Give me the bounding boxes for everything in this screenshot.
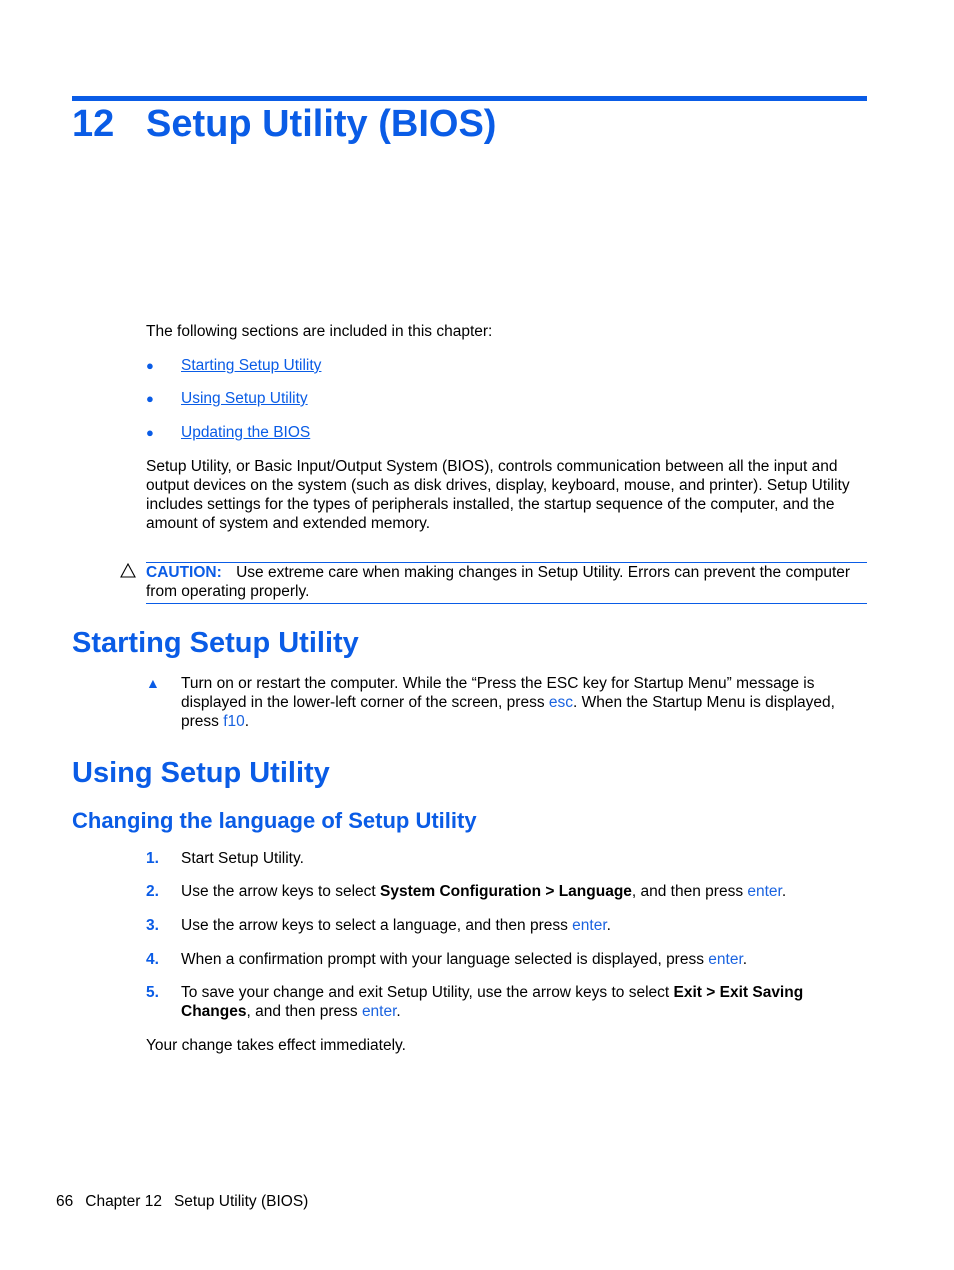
toc-item bbox=[146, 356, 321, 375]
startup-step-text: Turn on or restart the computer. While the “Press the ESC key for Startup Menu” message is displayed in the lower-left corner of the screen, press bbox=[181, 675, 815, 711]
caution-label: CAUTION: bbox=[146, 564, 222, 581]
startup-step-text: . bbox=[244, 713, 250, 730]
key-enter: enter bbox=[747, 883, 782, 900]
menu-path: Exit > Exit Saving Changes bbox=[181, 984, 804, 1020]
step-text-part: Use the arrow keys to select a language, and then press bbox=[181, 917, 573, 934]
caution-text: Use extreme care when making changes in Setup Utility. Errors can prevent the computer from operating properly. bbox=[146, 564, 851, 600]
key-enter: enter bbox=[708, 951, 743, 968]
key-f10: f10 bbox=[223, 713, 245, 730]
heading-starting-setup-utility: Starting Setup Utility bbox=[72, 627, 359, 659]
subheading-changing-language: Changing the language of Setup Utility bbox=[72, 808, 477, 833]
startup-step bbox=[181, 674, 867, 731]
step-text bbox=[181, 916, 867, 935]
step-text-part: , and then press bbox=[246, 1003, 362, 1020]
step-text-part: . bbox=[606, 917, 611, 934]
chapter-heading bbox=[72, 100, 496, 148]
footer-chapter: Chapter 12 bbox=[85, 1193, 162, 1210]
toc-item bbox=[146, 423, 310, 442]
step-text bbox=[181, 882, 867, 901]
bullet-icon: ● bbox=[146, 425, 154, 440]
bullet-icon: ● bbox=[146, 358, 154, 373]
step-number: 3. bbox=[146, 917, 159, 934]
step-text-part: To save your change and exit Setup Utility, use the arrow keys to select bbox=[181, 984, 674, 1001]
step-text-part: . bbox=[781, 883, 787, 900]
page-number: 66 bbox=[56, 1193, 74, 1210]
step-number: 2. bbox=[146, 883, 159, 900]
step-text-part: Use the arrow keys to select bbox=[181, 883, 380, 900]
step-text-part: , and then press bbox=[631, 883, 748, 900]
step-text: Start Setup Utility. bbox=[181, 850, 304, 867]
description-paragraph: Setup Utility, or Basic Input/Output System (BIOS), controls communication between all the input and output devices on the system (such as disk drives, display, keyboard, mouse, and printer). Setup Utility includes settings for the types of peripherals installed, the startup sequence of the computer, and the amount of system and extended memory. bbox=[146, 458, 850, 532]
bullet-icon: ● bbox=[146, 391, 154, 406]
caution-note bbox=[146, 563, 864, 601]
toc-link-updating[interactable]: Updating the BIOS bbox=[181, 424, 311, 441]
heading-using-setup-utility: Using Setup Utility bbox=[72, 757, 330, 789]
step-number: 1. bbox=[146, 850, 159, 867]
toc-link-using[interactable]: Using Setup Utility bbox=[181, 390, 308, 407]
key-esc: esc bbox=[548, 694, 574, 711]
step-triangle-icon: ▲ bbox=[146, 675, 160, 691]
toc-item bbox=[146, 389, 308, 408]
menu-path: System Configuration > Language bbox=[380, 883, 632, 900]
caution-triangle-icon bbox=[120, 563, 136, 583]
intro-text: The following sections are included in this chapter: bbox=[146, 323, 493, 340]
key-enter: enter bbox=[361, 1003, 397, 1020]
step-text bbox=[181, 950, 867, 969]
step-text bbox=[181, 983, 867, 1021]
key-enter: enter bbox=[572, 917, 607, 934]
footer-title: Setup Utility (BIOS) bbox=[173, 1193, 309, 1210]
step-number: 5. bbox=[146, 984, 159, 1001]
startup-step-text: . When the Startup Menu is displayed, press bbox=[181, 694, 835, 730]
step-text-part: When a confirmation prompt with your language selected is displayed, press bbox=[181, 951, 709, 968]
chapter-title: Setup Utility (BIOS) bbox=[146, 103, 497, 145]
step-text-part: . bbox=[396, 1003, 401, 1020]
step-number: 4. bbox=[146, 951, 159, 968]
toc-link-starting[interactable]: Starting Setup Utility bbox=[181, 357, 322, 374]
chapter-number: 12 bbox=[72, 103, 115, 145]
page-footer bbox=[56, 1192, 320, 1211]
closing-text: Your change takes effect immediately. bbox=[146, 1037, 406, 1054]
step-text-part: . bbox=[742, 951, 748, 968]
